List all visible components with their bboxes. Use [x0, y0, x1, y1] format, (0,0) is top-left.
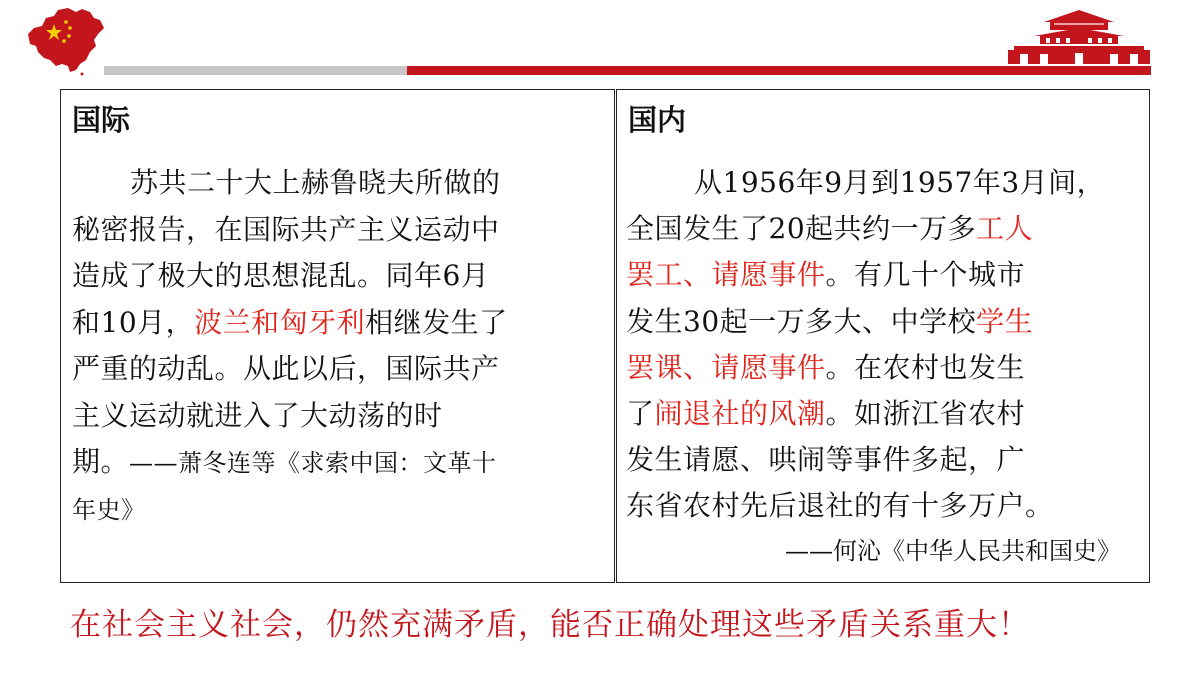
text-segment: 期。: [72, 445, 130, 478]
text-line: [72, 207, 508, 254]
domestic-panel: [616, 89, 1150, 583]
citation-text: ——萧冬连等《求索中国：文革十: [129, 449, 497, 477]
text-line: [626, 345, 1105, 391]
text-line: [72, 300, 508, 347]
text-line: [626, 252, 1105, 298]
text-line: [72, 160, 508, 207]
text-line: [72, 439, 508, 486]
text-segment: 。有几十个城市: [825, 258, 1026, 292]
text-line: [626, 391, 1105, 437]
text-segment: 发生请愿、哄闹等事件多起，广: [626, 443, 1026, 477]
text-segment: 主义运动就进入了大动荡的时: [72, 398, 443, 432]
header-divider-red: [407, 66, 1151, 75]
domestic-citation: ——何沁《中华人民共和国史》: [785, 537, 1121, 565]
text-segment: 造成了极大的思想混乱。同年6月: [72, 259, 490, 292]
domestic-text: [626, 160, 1105, 530]
conclusion-text: 在社会主义社会，仍然充满矛盾，能否正确处理这些矛盾关系重大！: [70, 607, 1030, 643]
domestic-title: 国内: [628, 103, 687, 137]
highlighted-phrase: 学生: [976, 304, 1034, 338]
text-segment: 全国发生了20起共约一万多: [626, 212, 977, 246]
highlighted-phrase: 波兰和匈牙利: [194, 305, 366, 339]
highlighted-phrase: 罢工、请愿事件: [626, 258, 826, 292]
highlighted-phrase: 罢课、请愿事件: [626, 350, 826, 384]
text-line: [72, 346, 508, 393]
header-divider-gray: [104, 66, 407, 75]
text-line: [626, 437, 1105, 483]
highlighted-phrase: 闹退社的风潮: [654, 396, 826, 430]
text-line: [626, 299, 1105, 345]
international-text: [72, 160, 508, 532]
slide-header: [0, 0, 1200, 80]
text-segment: 发生30起一万多大、中学校: [626, 304, 977, 338]
highlighted-phrase: 工人: [976, 212, 1034, 246]
text-segment: 从1956年9月到1957年3月间，: [694, 166, 1106, 199]
text-segment: 。在农村也发生: [825, 350, 1026, 384]
text-line: [72, 486, 508, 533]
text-segment: 秘密报告，在国际共产主义运动中: [72, 212, 500, 246]
text-segment: 相继发生了: [365, 305, 508, 339]
text-line: [626, 483, 1105, 529]
text-line: [72, 393, 508, 440]
text-segment: 和10月，: [72, 305, 195, 339]
china-map-icon: [24, 6, 106, 76]
text-segment: 苏共二十大上赫鲁晓夫所做的: [130, 166, 501, 199]
text-segment: 严重的动乱。从此以后，国际共产: [72, 352, 500, 385]
international-panel: [60, 89, 615, 583]
international-title: 国际: [72, 103, 131, 137]
text-segment: 。如浙江省农村: [825, 396, 1026, 430]
text-segment: 东省农村先后退社的有十多万户。: [626, 489, 1054, 523]
text-segment: 了: [626, 396, 655, 430]
text-line: [72, 253, 508, 300]
text-line: [626, 160, 1105, 206]
text-line: [626, 206, 1105, 252]
citation-text: 年史》: [72, 495, 146, 524]
tiananmen-gate-icon: [1004, 8, 1154, 66]
